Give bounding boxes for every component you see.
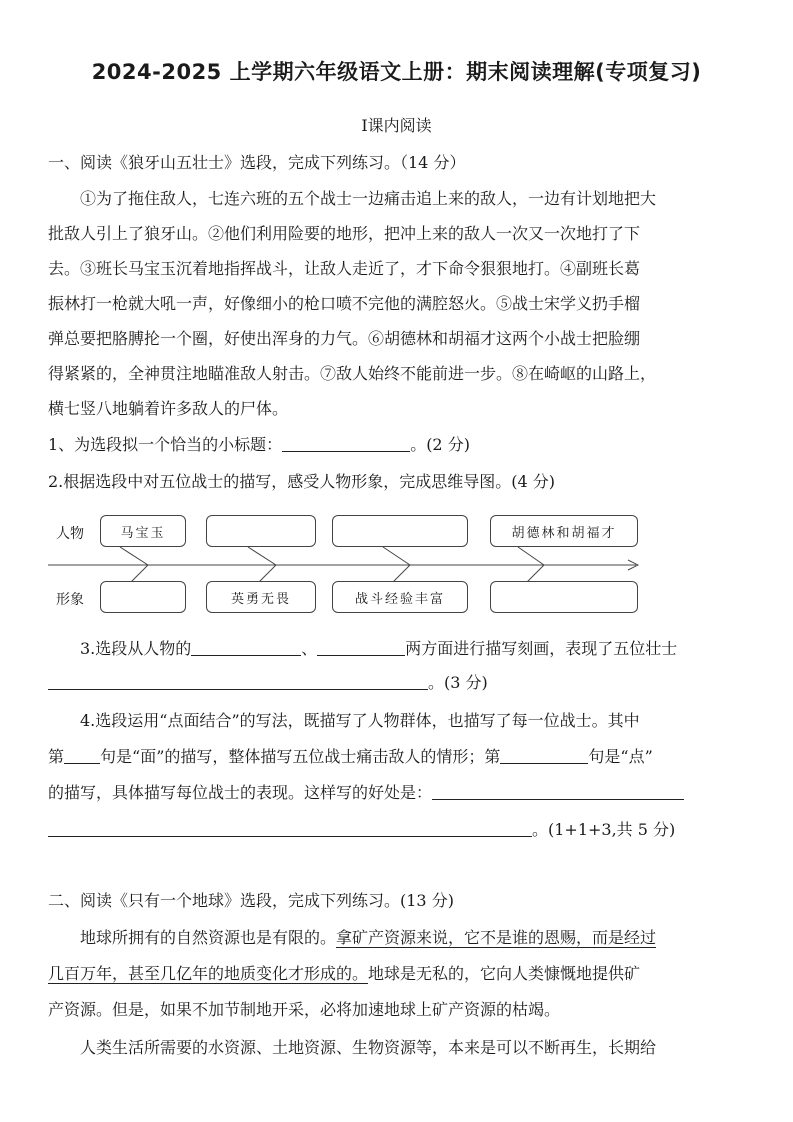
- row-label-characters: 人物: [56, 526, 84, 542]
- sub-question-1-text: 1、为选段拟一个恰当的小标题：: [48, 435, 283, 454]
- answer-blank-title[interactable]: [282, 433, 410, 452]
- separator-text: 、: [301, 639, 318, 658]
- page-title: 2024-2025 上学期六年级语文上册：期末阅读理解(专项复习): [91, 60, 702, 84]
- section-title: Ⅰ课内阅读: [361, 116, 432, 135]
- question-2-heading: 二、阅读《只有一个地球》选段，完成下列练习。(13 分): [48, 891, 454, 910]
- image-box[interactable]: [100, 581, 186, 613]
- answer-blank-point-sentences[interactable]: [500, 745, 588, 764]
- sub-question-3-text-2: 两方面进行描写刻画，表现了五位壮士: [405, 639, 678, 658]
- character-box[interactable]: [206, 515, 316, 547]
- character-box[interactable]: [332, 515, 468, 547]
- sub-question-3-line-2: [48, 670, 488, 693]
- passage-line: 弹总要把胳膊抡一个圈，好使出浑身的力气。⑥胡德林和胡福才这两个小战士把脸绷: [48, 329, 641, 348]
- image-box[interactable]: [490, 581, 638, 613]
- passage-line: 横七竖八地躺着许多敌人的尸体。: [48, 399, 289, 418]
- underlined-sentence: 几百万年，甚至几亿年的地质变化才形成的。: [48, 964, 369, 983]
- sub-question-4-line-4: [48, 817, 675, 840]
- sub-question-2: 2.根据选段中对五位战士的描写，感受人物形象，完成思维导图。(4 分): [48, 472, 556, 491]
- passage-2-line: 产资源。但是，如果不加节制地开采，必将加速地球上矿产资源的枯竭。: [48, 1000, 561, 1019]
- answer-blank-aspect-1[interactable]: [191, 637, 301, 656]
- sub-question-4-text-2: 句是“面”的描写，整体描写五位战士痛击敌人的情形；第: [100, 747, 501, 766]
- answer-blank-benefit[interactable]: [432, 781, 684, 800]
- passage-2-line: [48, 961, 640, 984]
- passage-2-text: 地球所拥有的自然资源也是有限的。: [80, 928, 337, 947]
- image-box: 战斗经验丰富: [332, 581, 468, 613]
- passage-2-line: 人类生活所需要的水资源、土地资源、生物资源等，本来是可以不断再生，长期给: [80, 1038, 657, 1057]
- passage-line: 批敌人引上了狼牙山。②他们利用险要的地形，把冲上来的敌人一次又一次地打了下: [48, 224, 641, 243]
- answer-blank-quality[interactable]: [48, 671, 428, 690]
- sub-question-1: [48, 432, 470, 455]
- passage-2-line: [80, 925, 656, 948]
- sub-question-4-line-3: [48, 780, 684, 803]
- image-box: 英勇无畏: [206, 581, 316, 613]
- passage-2-text: 地球是无私的，它向人类慷慨地提供矿: [368, 964, 641, 983]
- passage-line: 得紧紧的，全神贯注地瞄准敌人射击。⑦敌人始终不能前进一步。⑧在崎岖的山路上，: [48, 364, 657, 383]
- mind-map: [48, 505, 748, 617]
- sub-question-3: [80, 636, 677, 659]
- passage-line: ①为了拖住敌人，七连六班的五个战士一边痛击追上来的敌人，一边有计划地把大: [80, 189, 657, 208]
- sub-question-4-text-4: 的描写，具体描写每位战士的表现。这样写的好处是：: [48, 783, 433, 802]
- sub-question-4: 4.选段运用“点面结合”的写法，既描写了人物群体，也描写了每一位战士。其中: [80, 711, 640, 730]
- answer-blank-benefit-cont[interactable]: [48, 818, 532, 837]
- character-box: 马宝玉: [100, 515, 186, 547]
- underlined-sentence: 拿矿产资源来说，它不是谁的恩赐，而是经过: [336, 928, 657, 947]
- sub-question-4-score: 。(1+1+3,共 5 分): [532, 820, 676, 839]
- passage-line: 振林打一枪就大吼一声，好像细小的枪口喷不完他的满腔怒火。⑤战士宋学义扔手榴: [48, 294, 641, 313]
- answer-blank-aspect-2[interactable]: [317, 637, 405, 656]
- row-label-images: 形象: [56, 592, 84, 608]
- passage-line: 去。③班长马宝玉沉着地指挥战斗，让敌人走近了，才下命令狠狠地打。④副班长葛: [48, 259, 641, 278]
- character-box: 胡德林和胡福才: [490, 515, 638, 547]
- answer-blank-face-sentence[interactable]: [64, 745, 100, 764]
- sub-question-4-text-3: 句是“点”: [588, 747, 653, 766]
- sub-question-3-score: 。(3 分): [428, 673, 488, 692]
- sub-question-3-text: 3.选段从人物的: [80, 639, 192, 658]
- sub-question-4-line-2: [48, 744, 653, 767]
- sub-question-1-score: 。(2 分): [410, 435, 470, 454]
- sub-question-4-text: 第: [48, 747, 65, 766]
- question-1-heading: 一、阅读《狼牙山五壮士》选段，完成下列练习。（14 分）: [48, 153, 466, 172]
